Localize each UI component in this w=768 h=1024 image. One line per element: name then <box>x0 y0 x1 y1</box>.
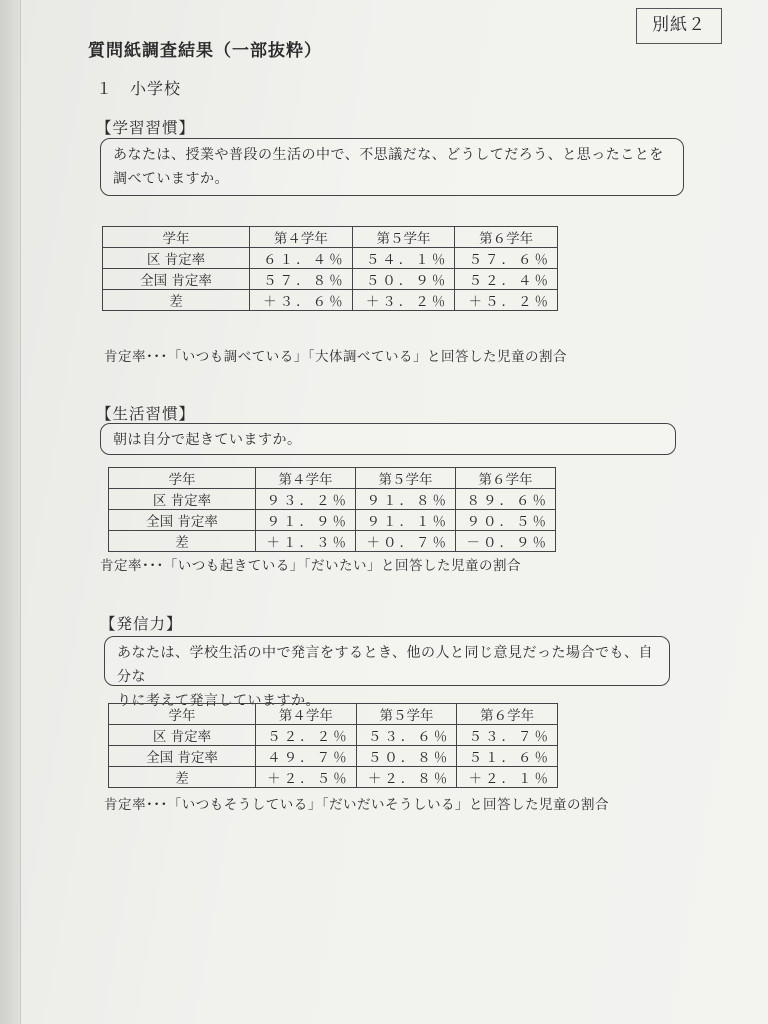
results-table-study-habits <box>102 226 558 311</box>
row-label: 区 肯定率 <box>109 489 256 510</box>
column-header: 第６学年 <box>455 227 558 248</box>
row-label: 差 <box>109 531 256 552</box>
table-row <box>109 767 558 788</box>
table-row <box>103 290 558 311</box>
table-cell: ＋５．２％ <box>455 290 558 311</box>
block-heading-lifestyle-habits: 【生活習慣】 <box>96 405 196 423</box>
table-row <box>109 489 556 510</box>
column-header: 学年 <box>109 704 256 725</box>
table-row <box>103 248 558 269</box>
row-label: 区 肯定率 <box>103 248 250 269</box>
table-cell: ５３．７％ <box>457 725 558 746</box>
table-cell: ９０．５％ <box>456 510 556 531</box>
table-cell: ５０．９％ <box>352 269 455 290</box>
attachment-label: 別紙２ <box>636 8 722 44</box>
table-cell: ５２．４％ <box>455 269 558 290</box>
table-cell: ５１．６％ <box>457 746 558 767</box>
table-cell: ＋２．８％ <box>356 767 457 788</box>
question-box-lifestyle-habits <box>100 423 676 455</box>
table-cell: ＋１．３％ <box>256 531 356 552</box>
row-label: 全国 肯定率 <box>109 746 256 767</box>
table-cell: ９３．２％ <box>256 489 356 510</box>
column-header: 第６学年 <box>457 704 558 725</box>
table-cell: ９１．１％ <box>356 510 456 531</box>
table-cell: ５４．１％ <box>352 248 455 269</box>
question-line: 朝は自分で起きていますか。 <box>113 432 302 448</box>
block-heading-study-habits: 【学習習慣】 <box>96 119 196 137</box>
table-header-row <box>103 227 558 248</box>
table-cell: ８９．６％ <box>456 489 556 510</box>
table-row <box>109 746 558 767</box>
table-row <box>109 531 556 552</box>
table-header-row <box>109 704 558 725</box>
table-row <box>103 269 558 290</box>
column-header: 第５学年 <box>352 227 455 248</box>
column-header: 第４学年 <box>256 704 357 725</box>
column-header: 第４学年 <box>250 227 353 248</box>
question-line: りに考えて発言していますか。 <box>117 693 320 709</box>
table-cell: ５０．８％ <box>356 746 457 767</box>
row-label: 全国 肯定率 <box>109 510 256 531</box>
table-row <box>109 510 556 531</box>
row-label: 差 <box>103 290 250 311</box>
question-line: あなたは、授業や普段の生活の中で、不思議だな、どうしてだろう、と思ったことを <box>113 147 664 163</box>
results-table-communication <box>108 703 558 788</box>
row-label: 区 肯定率 <box>109 725 256 746</box>
table-cell: ６１．４％ <box>250 248 353 269</box>
column-header: 第４学年 <box>256 468 356 489</box>
section-heading: １ 小学校 <box>96 79 182 98</box>
question-line: あなたは、学校生活の中で発言をするとき、他の人と同じ意見だった場合でも、自分な <box>117 645 653 685</box>
table-cell: ５７．８％ <box>250 269 353 290</box>
question-line: 調べていますか。 <box>113 171 229 187</box>
column-header: 第５学年 <box>356 704 457 725</box>
results-table-lifestyle-habits <box>108 467 556 552</box>
column-header: 学年 <box>109 468 256 489</box>
definition-note: 肯定率･･･「いつも調べている」「大体調べている」と回答した児童の割合 <box>104 349 567 365</box>
block-heading-communication: 【発信力】 <box>100 615 183 633</box>
question-box-study-habits <box>100 138 684 196</box>
row-label: 差 <box>109 767 256 788</box>
definition-note: 肯定率･･･「いつも起きている」「だいたい」と回答した児童の割合 <box>100 558 521 574</box>
table-cell: ＋３．２％ <box>352 290 455 311</box>
question-box-communication <box>104 636 670 709</box>
table-cell: ＋０．７％ <box>356 531 456 552</box>
table-cell: ９１．８％ <box>356 489 456 510</box>
table-row <box>109 725 558 746</box>
table-cell: ５７．６％ <box>455 248 558 269</box>
column-header: 第５学年 <box>356 468 456 489</box>
column-header: 学年 <box>103 227 250 248</box>
document-title: 質問紙調査結果（一部抜粋） <box>88 41 322 61</box>
table-cell: ４９．７％ <box>256 746 357 767</box>
table-cell: ５２．２％ <box>256 725 357 746</box>
column-header: 第６学年 <box>456 468 556 489</box>
table-cell: ＋２．５％ <box>256 767 357 788</box>
page-edge-shadow <box>0 0 20 1024</box>
table-cell: ＋２．１％ <box>457 767 558 788</box>
definition-note: 肯定率･･･「いつもそうしている」「だいだいそうしいる」と回答した児童の割合 <box>104 797 609 813</box>
table-cell: ５３．６％ <box>356 725 457 746</box>
table-cell: ＋３．６％ <box>250 290 353 311</box>
table-header-row <box>109 468 556 489</box>
table-cell: ９１．９％ <box>256 510 356 531</box>
table-cell: －０．９％ <box>456 531 556 552</box>
row-label: 全国 肯定率 <box>103 269 250 290</box>
